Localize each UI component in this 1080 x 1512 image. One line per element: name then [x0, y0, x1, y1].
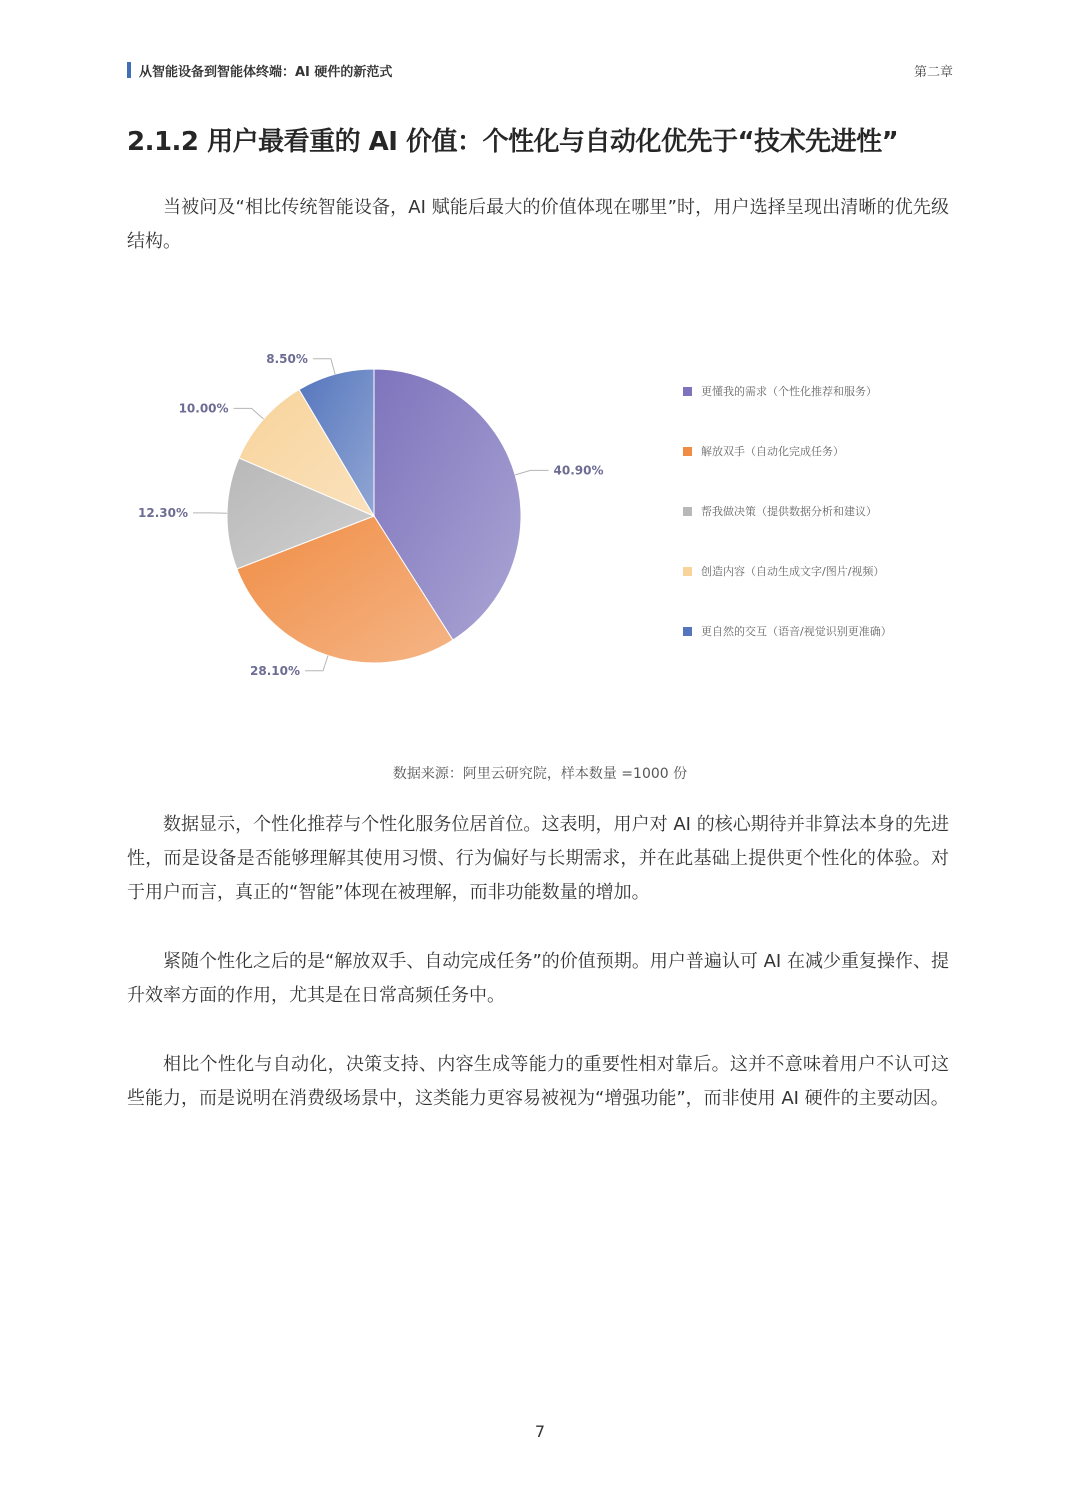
legend-item: [683, 501, 892, 521]
pie-chart: [0, 330, 1080, 710]
pie-slice-label: 8.50%: [266, 351, 308, 366]
header-left: [127, 61, 392, 80]
section-title: 2.1.2 用户最看重的 AI 价值：个性化与自动化优先于“技术先进性”: [127, 127, 899, 157]
body-paragraph-2: 紧随个性化之后的是“解放双手、自动完成任务”的价值预期。用户普遍认可 AI 在减少重复操作、提升效率方面的作用，尤其是在日常高频任务中。: [127, 951, 949, 1006]
legend-item: [683, 561, 892, 581]
legend-swatch: [683, 627, 692, 636]
data-source-note: 数据来源：阿里云研究院，样本数量 =1000 份: [392, 766, 688, 782]
legend-label: 解放双手（自动化完成任务）: [701, 445, 844, 458]
legend-item: [683, 621, 892, 641]
legend-label: 更懂我的需求（个性化推荐和服务）: [701, 385, 877, 398]
pie-slice-label: 40.90%: [553, 463, 604, 478]
body-paragraph-3: 相比个性化与自动化，决策支持、内容生成等能力的重要性相对靠后。这并不意味着用户不认可这些能力，而是说明在消费级场景中，这类能力更容易被视为“增强功能”，而非使用 AI 硬件的主要动因。: [127, 1054, 949, 1109]
pie-leader-line: [305, 656, 328, 671]
legend-swatch: [683, 447, 692, 456]
pie-leader-line: [515, 470, 548, 475]
legend-swatch: [683, 387, 692, 396]
pie-leader-line: [234, 408, 264, 419]
legend-item: [683, 381, 892, 401]
pie-slice-label: 28.10%: [250, 663, 301, 678]
header-accent-bar: [127, 62, 131, 78]
pie-slice-label: 12.30%: [138, 505, 189, 520]
legend-label: 帮我做决策（提供数据分析和建议）: [701, 505, 877, 518]
book-title: 从智能设备到智能体终端：AI 硬件的新范式: [139, 64, 393, 80]
legend-label: 创造内容（自动生成文字/图片/视频）: [701, 565, 885, 578]
pie-slice-label: 10.00%: [178, 401, 229, 416]
page-number: 7: [534, 1422, 546, 1441]
pie-slices: [227, 369, 521, 663]
chart-legend: [683, 381, 892, 681]
legend-swatch: [683, 567, 692, 576]
pie-leader-line: [313, 359, 335, 374]
legend-swatch: [683, 507, 692, 516]
intro-paragraph: 当被问及“相比传统智能设备，AI 赋能后最大的价值体现在哪里”时，用户选择呈现出清晰的优先级结构。: [127, 197, 949, 252]
running-header: [127, 59, 953, 81]
legend-label: 更自然的交互（语音/视觉识别更准确）: [701, 625, 892, 638]
body-paragraph-1: 数据显示，个性化推荐与个性化服务位居首位。这表明，用户对 AI 的核心期待并非算法本身的先进性，而是设备是否能够理解其使用习惯、行为偏好与长期需求，并在此基础上提供更个性化的体验。对于用户而言，真正的“智能”体现在被理解，而非功能数量的增加。: [127, 814, 949, 903]
chapter-label: 第二章: [913, 64, 953, 80]
legend-item: [683, 441, 892, 461]
